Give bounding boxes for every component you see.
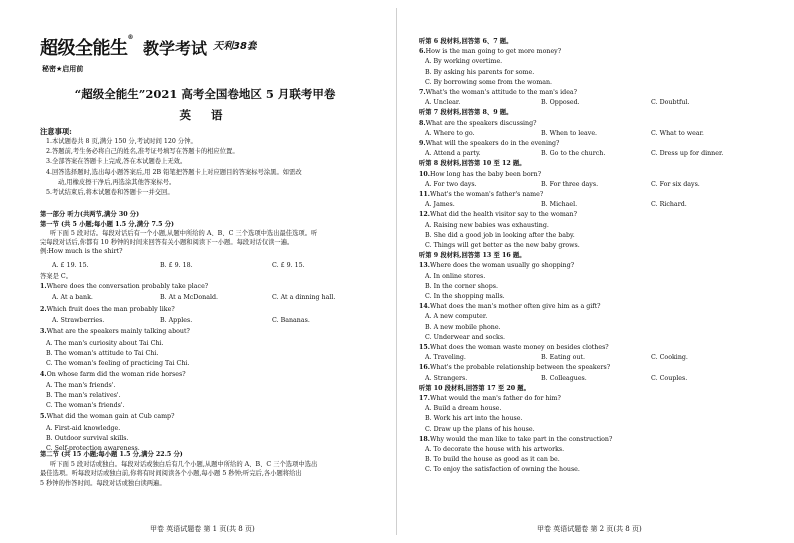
answer-option: B. Go to the church. (541, 150, 606, 158)
notes-heading: 注意事项: (40, 127, 72, 136)
footer-page-2: 甲卷 英语试题卷 第 2 页(共 8 页) (537, 525, 642, 533)
answer-option: C. What to wear. (651, 129, 704, 137)
question-6 (419, 48, 561, 56)
question-text: What would the man's father do for him? (429, 395, 561, 402)
question-text: What will the speakers do in the evening? (425, 140, 560, 147)
answer-option: A. Raising new babies was exhausting. (425, 221, 549, 229)
question-text: What's the woman's attitude to the man's idea? (425, 89, 578, 96)
group-heading: 听第 10 段材料,回答第 17 至 20 题。 (419, 384, 530, 392)
answer-option: C. Cooking. (651, 354, 688, 362)
question-text: What does the woman waste money on besides clothes? (429, 344, 609, 351)
question-text: How is the man going to get more money? (425, 48, 562, 56)
exam-brand: 教学考试 (143, 38, 208, 58)
answer-option: C. Bananas. (272, 316, 310, 324)
question-text: What's the woman's father's name? (429, 191, 544, 198)
question-text: What are the speakers mainly talking about? (46, 328, 190, 336)
question-13 (419, 262, 574, 270)
question-number: 3. (40, 328, 47, 336)
question-text: What does the man's mother often give him as a gift? (429, 303, 601, 311)
example-question: 例:How much is the shirt? (40, 248, 123, 255)
question-11 (419, 191, 543, 199)
answer-option: C. Things will get better as the new baby grows. (425, 242, 580, 249)
question-number: 14. (419, 303, 430, 311)
question-number: 11. (419, 191, 430, 198)
question-number: 2. (40, 305, 47, 313)
answer-option: C. Underwear and socks. (425, 333, 506, 341)
group-heading: 听第 6 段材料,回答第 6、7 题。 (419, 38, 513, 45)
answer-option: B. The man's relatives'. (46, 392, 121, 400)
question-text: What did the health visitor say to the woman? (429, 211, 577, 219)
answer-option: B. For three days. (541, 180, 599, 188)
question-number: 18. (419, 435, 430, 443)
note-item: 4.回答选择题时,选出每小题答案后,用 2B 铅笔把答题卡上对应题目的答案标号涂黑。如需改 (46, 168, 302, 176)
question-number: 13. (419, 262, 430, 270)
answer-option: A. At a bank. (52, 294, 93, 302)
answer-option: B. A new mobile phone. (425, 323, 501, 331)
question-9 (419, 140, 559, 148)
question-3 (40, 328, 190, 336)
question-17 (419, 395, 561, 403)
answer-option: B. In the corner shops. (425, 282, 498, 290)
answer-option: A. Unclear. (425, 99, 461, 107)
brand-logo-icon (213, 35, 257, 59)
section2-instructions: 5 秒钟的作答时间。每段对话或独白读两遍。 (40, 479, 166, 487)
question-8 (419, 120, 537, 128)
answer-option: C. To enjoy the satisfaction of owning the house. (425, 466, 580, 474)
answer-option: A. The man's curiosity about Tai Chi. (46, 339, 164, 347)
answer-option: A. By working overtime. (425, 58, 503, 66)
section2-instructions: 最佳选项。听每段对话或独白前,你将有时间阅读各个小题,每小题 5 秒钟;听完后,各小题将给出 (40, 470, 302, 477)
question-text: Which fruit does the man probably like? (46, 305, 175, 313)
section1-title: 第一节 (共 5 小题;每小题 1.5 分,满分 7.5 分) (40, 220, 174, 228)
brand-header (40, 36, 257, 58)
answer-option: A. Build a dream house. (425, 405, 502, 413)
answer-option: B. The woman's attitude to Tai Chi. (46, 349, 159, 357)
group-heading: 听第 8 段材料,回答第 10 至 12 题。 (419, 160, 526, 168)
answer-option: A. First-aid knowledge. (46, 424, 121, 432)
answer-option: A. Where to go. (425, 129, 475, 137)
question-number: 4. (40, 370, 47, 378)
question-text: Why would the man like to take part in the construction? (429, 435, 613, 443)
question-number: 16. (419, 364, 430, 372)
answer-option: C. By borrowing some from the woman. (425, 78, 553, 86)
question-number: 10. (419, 170, 430, 178)
answer-option: C. The woman's feeling of practicing Tai Chi. (46, 359, 190, 367)
question-text: What's the probable relationship between the speakers? (429, 364, 611, 372)
example-option: C. £ 9. 15. (272, 262, 305, 269)
answer-option: B. Colleagues. (541, 374, 587, 382)
answer-option: A. Traveling. (425, 354, 466, 362)
question-text: What are the speakers discussing? (425, 119, 537, 127)
answer-option: B. Eating out. (541, 354, 585, 362)
answer-option: A. Strawberries. (52, 316, 105, 324)
answer-option: C. Dress up for dinner. (651, 150, 724, 158)
question-16 (419, 364, 610, 372)
section2-instructions: 听下面 5 段对话或独白。每段对话或独白后有几个小题,从题中所给的 A、B、C 三个选项中选出 (50, 460, 318, 468)
question-15 (419, 344, 609, 352)
example-option: B. £ 9. 18. (160, 262, 193, 269)
question-14 (419, 303, 601, 311)
question-number: 7. (419, 89, 426, 96)
question-number: 1. (40, 283, 47, 290)
answer-option: A. Attend a party. (425, 150, 481, 158)
footer-page-1: 甲卷 英语试题卷 第 1 页(共 8 页) (150, 525, 255, 533)
subject-title: 英 语 (179, 108, 231, 122)
group-heading: 听第 7 段材料,回答第 8、9 题。 (419, 109, 513, 117)
note-item: 1.本试题卷共 8 页,满分 150 分,考试时间 120 分钟。 (46, 138, 197, 145)
answer-option: B. Apples. (160, 316, 193, 324)
answer-option: C. Couples. (651, 374, 688, 382)
question-number: 6. (419, 48, 426, 56)
answer-option: C. Doubtful. (651, 99, 690, 107)
answer-option: B. To build the house as good as it can be. (425, 456, 560, 464)
answer-option: A. Strangers. (425, 374, 468, 382)
answer-option: C. Self-protection awareness. (46, 444, 140, 452)
question-text: What did the woman gain at Cub camp? (46, 413, 175, 421)
answer-option: B. Michael. (541, 201, 578, 209)
section1-instructions: 听下面 5 段对话。每段对话后有一个小题,从题中所给的 A、B、C 三个选项中选出最佳选项。听 (50, 229, 318, 237)
answer-option: C. Draw up the plans of his house. (425, 425, 535, 433)
note-item: 2.答题前,考生务必将自己的姓名,准考证号填写在答题卡的相应位置。 (46, 148, 239, 156)
question-text: Where does the woman usually go shopping? (429, 262, 575, 270)
answer-option: B. Work his art into the house. (425, 415, 523, 423)
answer-option: C. For six days. (651, 180, 700, 188)
answer-option: B. She did a good job in looking after the baby. (425, 231, 575, 239)
question-number: 9. (419, 140, 426, 147)
secret-label: 秘密★启用前 (42, 65, 84, 73)
answer-option: A. To decorate the house with his artworks. (425, 446, 565, 453)
answer-option: C. In the shopping malls. (425, 293, 505, 300)
answer-option: A. The man's friends'. (46, 382, 116, 390)
question-10 (419, 171, 541, 179)
question-number: 15. (419, 344, 430, 351)
question-number: 8. (419, 119, 426, 127)
answer-option: C. The woman's friends'. (46, 402, 125, 410)
question-18 (419, 436, 612, 444)
question-1 (40, 283, 208, 291)
answer-option: A. James. (425, 201, 455, 209)
question-text: Where does the conversation probably take place? (46, 283, 209, 290)
answer-option: A. For two days. (425, 180, 477, 188)
answer-option: B. Outdoor survival skills. (46, 434, 129, 442)
answer-option: C. Richard. (651, 201, 687, 209)
question-text: On whose farm did the woman ride horses? (46, 370, 186, 378)
page-divider (396, 8, 397, 535)
answer-option: B. Opposed. (541, 99, 580, 107)
svg-text:天利38套: 天利38套 (213, 41, 257, 52)
note-item: 5.考试结束后,将本试题卷和答题卡一并交回。 (46, 189, 174, 196)
answer-option: A. A new computer. (425, 313, 488, 321)
answer-option: B. By asking his parents for some. (425, 68, 535, 76)
question-12 (419, 211, 577, 219)
group-heading: 听第 9 段材料,回答第 13 至 16 题。 (419, 252, 526, 260)
question-number: 17. (419, 395, 430, 402)
section1-instructions: 完每段对话后,你都有 10 秒钟的时间来回答有关小题和阅读下一小题。每段对话仅读一遍。 (40, 238, 294, 246)
question-text: How long has the baby been born? (429, 170, 542, 178)
question-4 (40, 371, 186, 379)
example-option: A. £ 19. 15. (52, 262, 89, 269)
note-item: 动,用橡皮擦干净后,再选涂其他答案标号。 (58, 178, 176, 186)
answer-option: C. At a dinning hall. (272, 294, 336, 302)
note-item: 3.全部答案在答题卡上完成,答在本试题卷上无效。 (46, 158, 187, 166)
question-2 (40, 306, 175, 314)
question-7 (419, 89, 577, 97)
part1-title: 第一部分 听力(共两节,满分 30 分) (40, 211, 140, 218)
answer-option: B. At a McDonald. (160, 294, 219, 302)
answer-option: B. When to leave. (541, 129, 598, 137)
question-5 (40, 413, 174, 421)
brand-name: 超级全能生® (40, 34, 133, 59)
exam-title: “超级全能生”2021 高考全国卷地区 5 月联考甲卷 (74, 87, 336, 101)
example-answer: 答案是 C。 (40, 272, 73, 280)
section2-title: 第二节 (共 15 小题;每小题 1.5 分,满分 22.5 分) (40, 451, 183, 458)
question-number: 5. (40, 413, 47, 421)
question-number: 12. (419, 211, 430, 219)
answer-option: A. In online stores. (425, 272, 486, 280)
